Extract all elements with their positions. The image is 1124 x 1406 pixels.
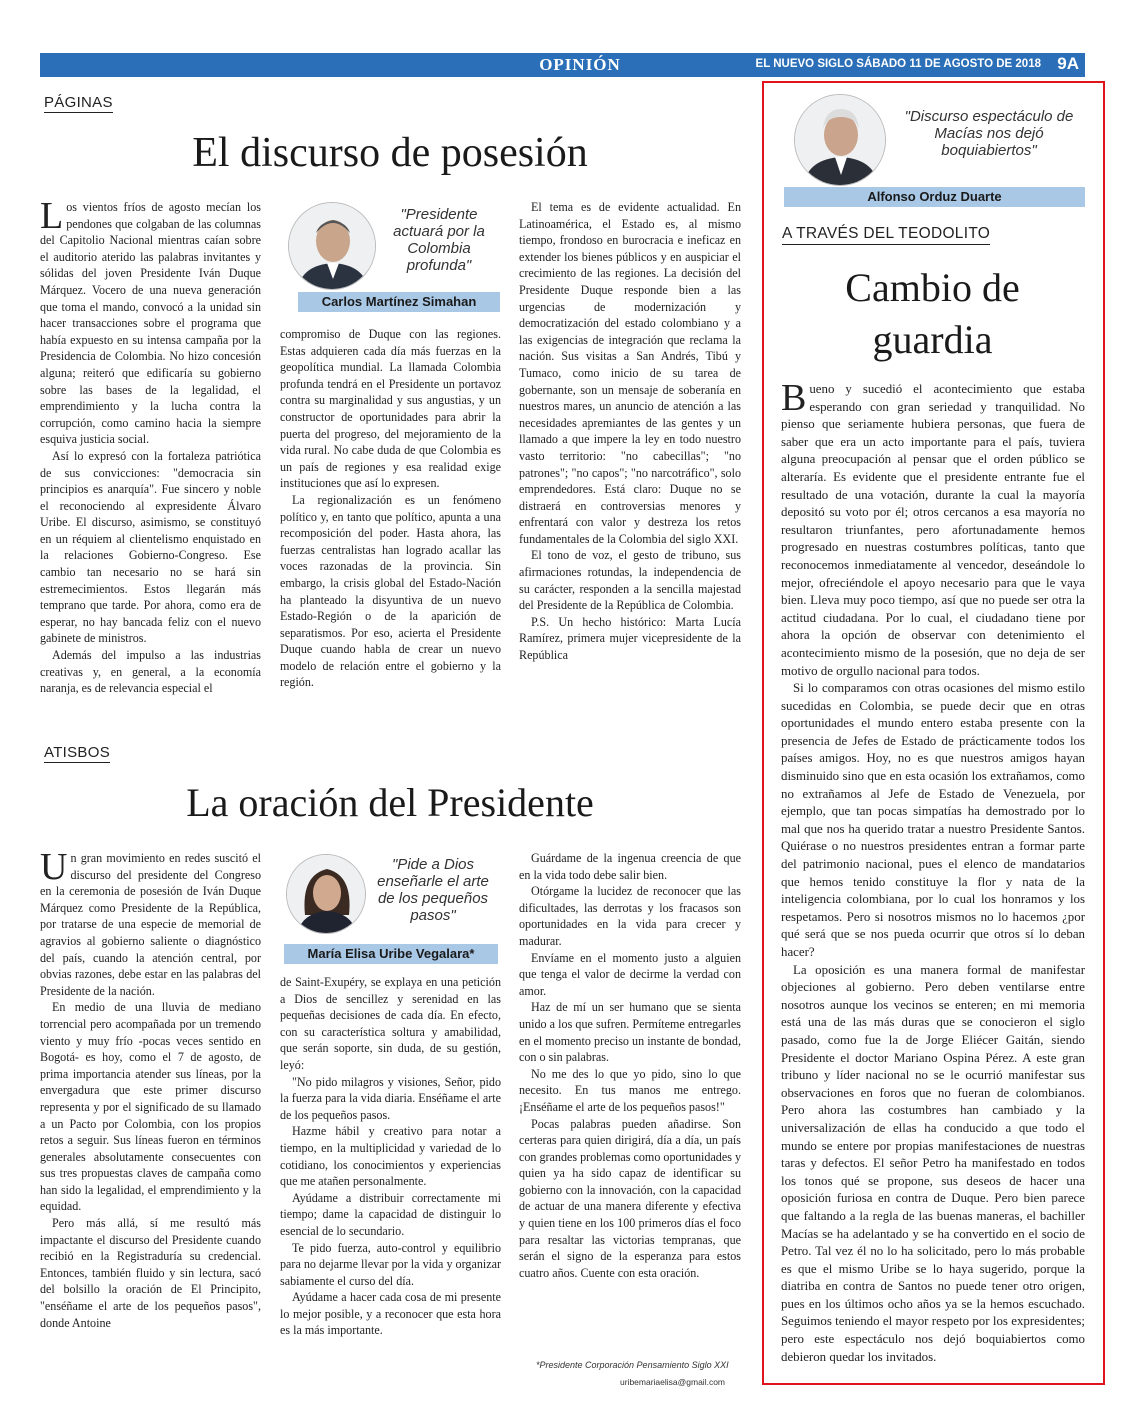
paragraph: La regionalización es un fenómeno político y, en tanto que político, apunta a una recomposición del poder. Hasta ahora, las fuerzas centralistas han logrado acallar las voces razonadas de la provincia. Sin embargo, la crisis global del Estado-Nación ha planteado la disyuntiva de un nuevo Estado-Región o de la aparición de separatismos. Por eso, acierta el Presidente Duque cuando habla de crear un nuevo modelo de relación entre el gobierno y la región. (280, 492, 501, 690)
article3-body (781, 381, 1085, 1375)
section-name: OPINIÓN (539, 55, 621, 74)
paragraph: En medio de una lluvia de mediano torrencial pero acompañada por un tremendo viento y muy frío -pocas veces sentido en Bogotá- es hoy, como el 7 de agosto, de prima importancia atender sus líneas, por la envergadura que este primer discurso representa y por el significado de su llamado a un Pacto por Colombia, con los propios retos a seguir. Sus líneas fueron en términos generales absolutamente consecuentes con sus tres propuestas claves de campaña como han sido la legalidad, el emprendimiento y la equidad. (40, 1000, 261, 1214)
article1-column-1 (40, 199, 261, 709)
article3-kicker: A TRAVÉS DEL TEODOLITO (782, 225, 990, 245)
paragraph: ueno y sucedió el acontecimiento que estaba esperando con gran seriedad y tranquilidad. No pienso que seriamente hubiera personas, que fuera de saber que era un acto importante para el país, tuviera alguna preocupación al pensar que el orden público se alteraría. Es evidente que el presidente entrante fue el resultado de una votación, durante la cual la mayoría depositó su voto por él; otros cercanos a esa mayoría no resultaron triunfantes, pero afortunadamente hemos progresado en nuestras costumbres políticas, tanto que reconocemos inmediatamente al vencedor, deseándole lo mejor, ofreciéndole el apoyo necesario para que le vaya bien. Lleva muy poco tiempo, así que no puede ser otra la actitud ciudadana. Por lo cual, el ciudadano tiene por ahora la opción de observar con detenimiento el acontecimiento mismo de la posesión, que no deja de ser motivo de orgullo nacional para todos. (781, 382, 1085, 678)
portrait-icon (289, 203, 376, 290)
paragraph: de Saint-Exupéry, se explaya en una petición a Dios de sencillez y serenidad en las pequeñas decisiones de cada día. En efecto, con su característica soltura y amabilidad, que serán soporte, sin duda, de su gestión, leyó: (280, 975, 501, 1072)
paragraph: Pero más allá, sí me resultó más impactante el discurso del Presidente cuando recibió en la Registraduría su credencial. Entonces, también fluido y sin lectura, sacó del bolsillo la oración de El Principito, "enséñame el arte de los pequeños pasos", donde Antoine (40, 1216, 261, 1330)
article3-quote: "Discurso espectáculo de Macías nos dejó boquiabiertos" (904, 108, 1074, 159)
paragraph: Pocas palabras pueden añadirse. Son certeras para quien dirigirá, día a día, un país con grandes problemas como oportunidades y quien ya ha sido capaz de identificar su gobierno con la innovación, con la capacidad de actuar de una manera diferente y efectiva y quien tiene en los 100 primeros días el foco para resaltar las victorias tempranas, que serán el signo de la esperanza para estos cuatro años. Cuente con esta oración. (519, 1116, 741, 1280)
headline-line: Cambio de (845, 265, 1020, 310)
author-photo (794, 94, 886, 186)
paragraph: Si lo comparamos con otras ocasiones del mismo estilo sucedidas en Colombia, se puede decir que en otras oportunidades el mundo entero estaba presente con la presencia de Jefes de Estado de prácticamente todos los países amigos. Hoy, no es que nuestros amigos hayan disminuido sino que en esta ocasión los extrañamos, como no extrañamos al Jefe de Estado de Venezuela, por ejemplo, que tan pocas simpatías ha demostrado por lo mal que nos ha querido tratar a nuestro Presidente Santos. Quiérase o no nuestros presidentes entran a formar parte del patrimonio nacional, pues el elenco de mandatarios que hemos tenido constituye la flor y nata de la inteligencia colombiana, por lo cual los honramos y los respetamos. Pero si nosotros mismos no lo hacemos ¿por qué será que se nos pueda ocurrir que otros sí lo deban hacer? (781, 681, 1085, 959)
paragraph: Ayúdame a hacer cada cosa de mi presente lo mejor posible, y a reconocer que esta hora es la más importante. (280, 1290, 501, 1338)
paragraph: Ayúdame a distribuir correctamente mi tiempo; dame la capacidad de distinguir lo esencial de lo secundario. (280, 1190, 501, 1238)
dropcap: L (40, 199, 64, 237)
paragraph: P.S. Un hecho histórico: Marta Lucía Ramírez, primera mujer vicepresidente de la República (519, 614, 741, 663)
article1-headline: El discurso de posesión (192, 130, 588, 176)
paragraph: "No pido milagros y visiones, Señor, pido la fuerza para la vida diaria. Enséñame el arte de los pequeños pasos. (280, 1074, 501, 1122)
paragraph: El tono de voz, el gesto de tribuno, sus afirmaciones rotundas, la independencia de su carácter, responden a la sencilla majestad del Presidente de la República de Colombia. (519, 548, 741, 613)
paragraph: Así lo expresó con la fortaleza patriótica de sus convicciones: "democracia sin principios es anarquía". Fue sincero y noble el reconociendo al expresidente Álvaro Uribe. El discurso, asimismo, se constituyó en un réquiem al clientelismo enquistado en la relaciones Gobierno-Congreso. Ese cambio tan necesario no se hará sin estremecimientos. Estos llegarán más temprano que tarde. Por ahora, como era de esperar, no hay bancada feliz con el nuevo gabinete de ministros. (40, 448, 261, 646)
article2-column-2 (280, 974, 501, 1390)
paragraph: Hazme hábil y creativo para notar a tiempo, en la multiplicidad y variedad de lo cotidiano, los conocimientos y experiencias que me atañen personalmente. (280, 1124, 501, 1189)
article1-kicker: PÁGINAS (44, 94, 113, 111)
article1-column-3 (519, 199, 741, 705)
paragraph: compromiso de Duque con las regiones. Estas adquieren cada día más fuerzas en la geopolítica mundial. La llamada Colombia profunda tendrá en el Presidente un portavoz contra su marginalidad y sus angustias, y un constructor de oportunidades para abrir la puerta del progreso, del mejoramiento de la vida rural. No cabe duda de que Colombia es un país de regiones y esa realidad exige instituciones que así lo expresen. (280, 327, 501, 491)
article2-email: uribemariaelisa@gmail.com (620, 1377, 725, 1387)
paragraph: El tema es de evidente actualidad. En Latinoamérica, el Estado es, al mismo tiempo, frondoso en burocracia e ineficaz en extender los bienes públicos y en auspiciar el crecimiento de las regiones. La decisión del Presidente Duque responde bien a las urgencias de modernización y democratización del estado colombiano y a las exigencias de integración que reclama la nación. Sus visitas a San Andrés, Tibú y Tumaco, como inicio de su tarea de gobernante, son un mensaje de soberanía en nuestros mares, un anuncio de atención a las necesidades apremiantes de las gentes y un llamado a que impere la ley en todo nuestro vasto territorio: "no cabecillas"; "no patrones"; "no capos"; "no narcotráfico", solo emprendedores. Está claro: Duque no se distraerá en controversias menores y enfrentará con valor y destreza los retos fundamentales de la Colombia del siglo XXI. (519, 200, 741, 546)
article3-headline (770, 262, 1095, 366)
article1-quote: "Presidente actuará por la Colombia profunda" (393, 206, 485, 274)
article1-column-2 (280, 326, 501, 706)
dropcap: B (781, 381, 807, 419)
paragraph: n gran movimiento en redes suscitó el discurso del presidente del Congreso en la ceremonia de posesión de Iván Duque Márquez como Presidente de la República, por tratarse de una especie de memorial de agravios al gobierno saliente o diagnóstico del país, cuando la atención central, por obvias razones, debe estar en las palabras del Presidente de la nación. (40, 851, 261, 998)
paragraph: Otórgame la lucidez de reconocer que las dificultades, las derrotas y los fracasos son oportunidades en la vida para crecer y madurar. (519, 884, 741, 948)
article2-footnote: *Presidente Corporación Pensamiento Siglo XXI (536, 1360, 729, 1370)
article2-quote-box (280, 848, 500, 968)
paper-date: EL NUEVO SIGLO SÁBADO 11 DE AGOSTO DE 2018 (755, 58, 1041, 70)
portrait-icon (287, 855, 366, 934)
article2-author: María Elisa Uribe Vegalara* (284, 944, 498, 964)
portrait-icon (795, 95, 886, 186)
article3-quote-box (786, 92, 1086, 210)
article2-column-1 (40, 850, 261, 1390)
paragraph: Además del impulso a las industrias creativas y, en general, a la economía naranja, es de relevancia especial el (40, 648, 261, 696)
article2-headline: La oración del Presidente (186, 780, 594, 825)
author-photo (286, 854, 366, 934)
page-number: 9A (1057, 54, 1079, 73)
headline-line: guardia (872, 317, 993, 362)
dropcap: U (40, 850, 68, 888)
header-bar (40, 53, 1085, 77)
article1-author: Carlos Martínez Simahan (298, 292, 500, 312)
article1-quote-box (280, 196, 500, 316)
author-photo (288, 202, 376, 290)
paragraph: Haz de mí un ser humano que se sienta unido a los que sufren. Permíteme entregarles en el momento preciso un instante de bondad, con o sin palabras. (519, 1000, 741, 1065)
paragraph: La oposición es una manera formal de manifestar objeciones al gobierno. Pero deben ventilarse entre nosotros aunque los vecinos se enteren; en mi memoria está una de las más duras que se conocieron el siglo pasado, como fue la de Jorge Eliécer Gaitán, siendo Presidente el doctor Mariano Ospina Pérez. A este gran tribuno y líder nacional no se le ocurrió manifestar sus observaciones en foros que no fueran de colombianos. Pero ahora las costumbres han cambiado y la universalización de ellas ha conducido a que todo el mundo se entere por propias manifestaciones de nuestras taras y defectos. El señor Petro ha manifestado en todos los tonos qué se propone, sus deseos de hacer una oposición furiosa en contra de Duque. Pero bien parece que faltando a la regla de las buenas maneras, el bachiller Macías se ha adelantado y se ha convertido en el socio de Petro. Tal vez él no lo ha solicitado, pero lo más probable es que el mismo Uribe se lo haya sugerido, porque la diatriba en contra de Santos no puede tener otro origen, pues en los últimos ocho años ya se la hemos escuchado. Seguimos teniendo el mayor respeto por los expresidentes; pero este espectáculo nos dejó boquiabiertos como debieron quedar los invitados. (781, 962, 1085, 1364)
paragraph: os vientos fríos de agosto mecían los pendones que colgaban de las columnas del Capitolio Nacional mientras caían sobre el auditorio aterido las palabras invitantes y sólidas del joven Presidente Iván Duque Márquez. Vocero de una nueva generación que toma el mando, convocó a la unidad sin hacer transacciones sobre el programa que había expuesto en su intensa campaña por la Presidencia de Colombia. No hizo concesión alguna; reiteró que edificaría su gobierno sobre las bases de la legalidad, el emprendimiento y la lucha contra la corrupción, como camino hacia la siempre esquiva justicia social. (40, 200, 261, 447)
paragraph: Guárdame de la ingenua creencia de que en la vida todo debe salir bien. (519, 851, 741, 882)
article2-column-3 (519, 850, 741, 1356)
article3-author: Alfonso Orduz Duarte (784, 187, 1085, 207)
article2-kicker: ATISBOS (44, 744, 111, 761)
paragraph: No me des lo que yo pido, sino lo que necesito. En tus manos me entrego. ¡Enséñame el arte de los pequeños pasos!" (519, 1066, 741, 1114)
paragraph: Te pido fuerza, auto-control y equilibrio para no dejarme llevar por la vida y organizar sabiamente el curso del día. (280, 1240, 501, 1288)
paragraph: Envíame en el momento justo a alguien que tenga el valor de decirme la verdad con amor. (519, 950, 741, 998)
article2-quote: "Pide a Dios enseñarle el arte de los pequeños pasos" (377, 856, 489, 924)
